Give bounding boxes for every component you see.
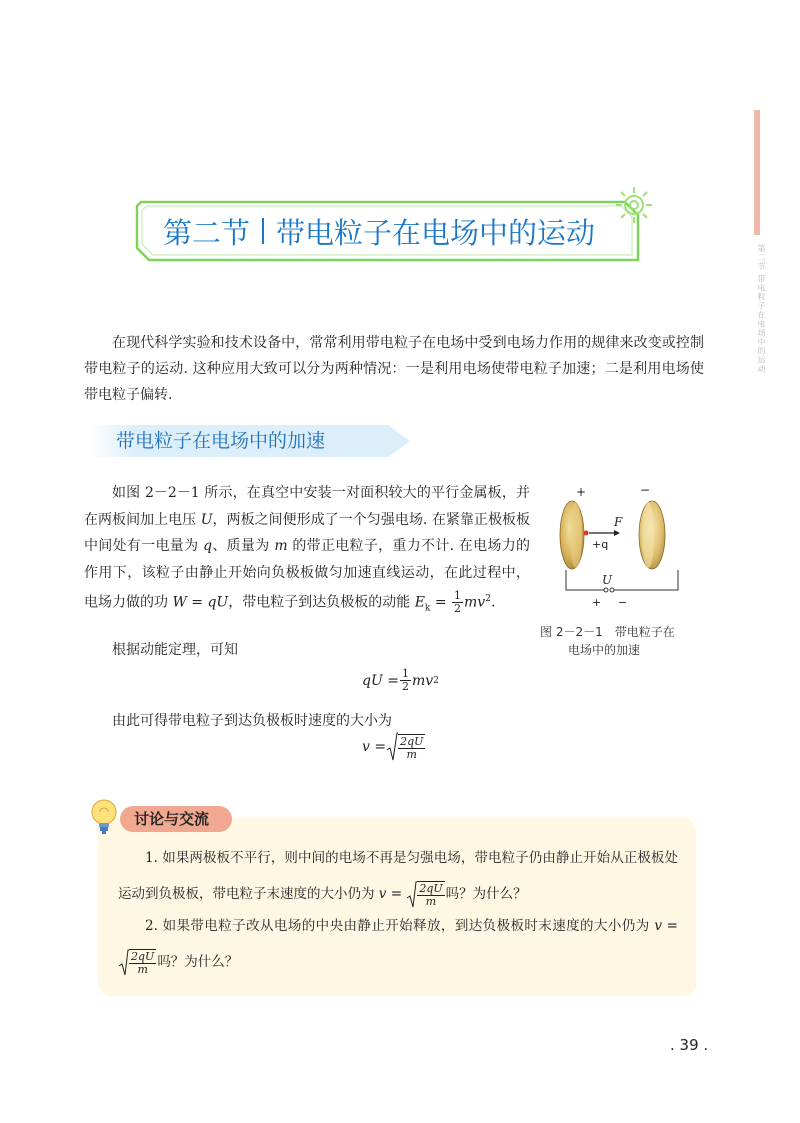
para1-text-a: 如图 2－2－1 所示，在真空中安装一对面积较大的平行金属板，并在两板间加上电压 — [84, 485, 530, 528]
force-label: F — [614, 515, 623, 529]
charged-particle — [584, 531, 589, 536]
top-plus-label: + — [576, 485, 587, 499]
q2-num: 2qU — [131, 950, 155, 963]
discussion-title: 讨论与交流 — [134, 810, 210, 828]
eq1-left: qU = — [362, 672, 399, 689]
figure-caption-line-2: 电场中的加速 — [568, 643, 641, 657]
bottom-plus-label: + — [592, 596, 602, 609]
para1-text-e: ，带电粒子到达负极板的动能 — [228, 594, 415, 611]
bottom-minus-label: − — [618, 596, 628, 609]
q1-sqrt-symbol — [406, 881, 445, 909]
section-title-banner — [135, 200, 640, 262]
discussion-question-1 — [118, 840, 678, 912]
eq2-fraction — [398, 734, 425, 761]
para1-text-b: ，两板之间便形成了一个匀强电场. 在紧靠正极板板中间处有一电量为 — [84, 511, 530, 554]
var-Ek: E — [414, 594, 425, 611]
body-paragraph-3: 由此可得带电粒子到达负极板时速度的大小为 — [112, 713, 392, 729]
q1-text-b: 吗？为什么？ — [445, 886, 527, 902]
figure-caption — [540, 623, 720, 659]
discussion-badge — [120, 806, 232, 832]
q1-den: m — [425, 895, 437, 908]
chapter-side-label: 第二节 带电粒子在电场中的运动 — [757, 244, 766, 374]
fraction-den: 2 — [454, 602, 462, 616]
eq2-left: v = — [362, 739, 387, 755]
q1-var-v: v = — [378, 886, 407, 902]
top-minus-label: − — [640, 483, 651, 497]
voltage-label: U — [602, 573, 613, 587]
page-number: . 39 . — [670, 1036, 709, 1054]
equation-velocity — [362, 732, 426, 762]
force-arrow — [614, 530, 620, 536]
intro-paragraph: 在现代科学实验和技术设备中，常常利用带电粒子在电场中受到电场力作用的规律来改变或控制带电粒子的运动. 这种应用大致可以分为两种情况：一是利用电场使带电粒子加速；二是利用电场使带电粒子偏转. — [84, 335, 704, 403]
fraction-num: 1 — [454, 589, 462, 603]
q2-text-b: 吗？为什么？ — [157, 954, 239, 970]
section-heading-text: 带电粒子在电场中的加速 — [116, 430, 326, 452]
sqrt-symbol — [386, 732, 426, 762]
var-W: W = qU — [172, 594, 229, 611]
para1-text-d: 的带正电粒子，重力不计. 在电场力的作用下，该粒子由静止开始向负极板做匀加速直线运动，在此过程中，电场力做的功 — [84, 538, 530, 611]
eq1-num: 1 — [401, 667, 409, 680]
title-separator — [262, 218, 264, 244]
gear-icon — [612, 183, 656, 227]
title-section-number: 第二节 — [163, 215, 251, 250]
figure-parallel-plates — [548, 480, 718, 615]
fraction-half — [452, 590, 463, 615]
para1-end: . — [490, 594, 496, 611]
eq1-right: mv — [411, 672, 434, 689]
var-mv: mv — [464, 594, 486, 611]
eq2-num: 2qU — [400, 734, 424, 748]
eq1-den: 2 — [401, 680, 409, 693]
lightbulb-icon — [86, 796, 122, 836]
q2-sqrt-symbol — [118, 949, 157, 977]
q2-fraction — [129, 949, 156, 976]
q1-text-a: 1. 如果两极板不平行，则中间的电场不再是匀强电场，带电粒子仍由静止开始从正极板处运动到负极板，带电粒子末速度的大小仍为 — [118, 850, 678, 902]
eq1-fraction — [400, 668, 411, 693]
title-section-name: 带电粒子在电场中的运动 — [276, 215, 596, 250]
var-U: U — [200, 511, 213, 528]
superscript-2: 2 — [485, 594, 491, 604]
q1-num: 2qU — [419, 882, 443, 895]
var-m: m — [274, 538, 288, 554]
section-heading — [88, 425, 413, 457]
eq2-den: m — [406, 747, 417, 761]
para1-eq-sign: = — [430, 594, 452, 611]
q2-den: m — [137, 963, 148, 976]
body-paragraph-2: 根据动能定理，可知 — [112, 642, 238, 658]
charge-label: +q — [592, 538, 609, 551]
body-paragraph-1 — [84, 480, 530, 622]
page-title — [163, 208, 595, 254]
para1-text-c: 、质量为 — [212, 538, 275, 554]
chapter-side-strip — [754, 110, 760, 235]
eq1-sup: 2 — [433, 675, 439, 686]
equation-kinetic-energy — [362, 668, 439, 693]
discussion-question-2 — [118, 908, 678, 980]
var-k-subscript: k — [424, 603, 431, 614]
q2-var-v: v = — [654, 918, 678, 934]
var-q: q — [203, 538, 213, 554]
q2-text-a: 2. 如果带电粒子改从电场的中央由静止开始释放，到达负极板时末速度的大小仍为 — [145, 918, 655, 934]
figure-caption-line-1: 图 2－2－1 带电粒子在 — [540, 625, 675, 639]
q1-fraction — [417, 881, 444, 908]
